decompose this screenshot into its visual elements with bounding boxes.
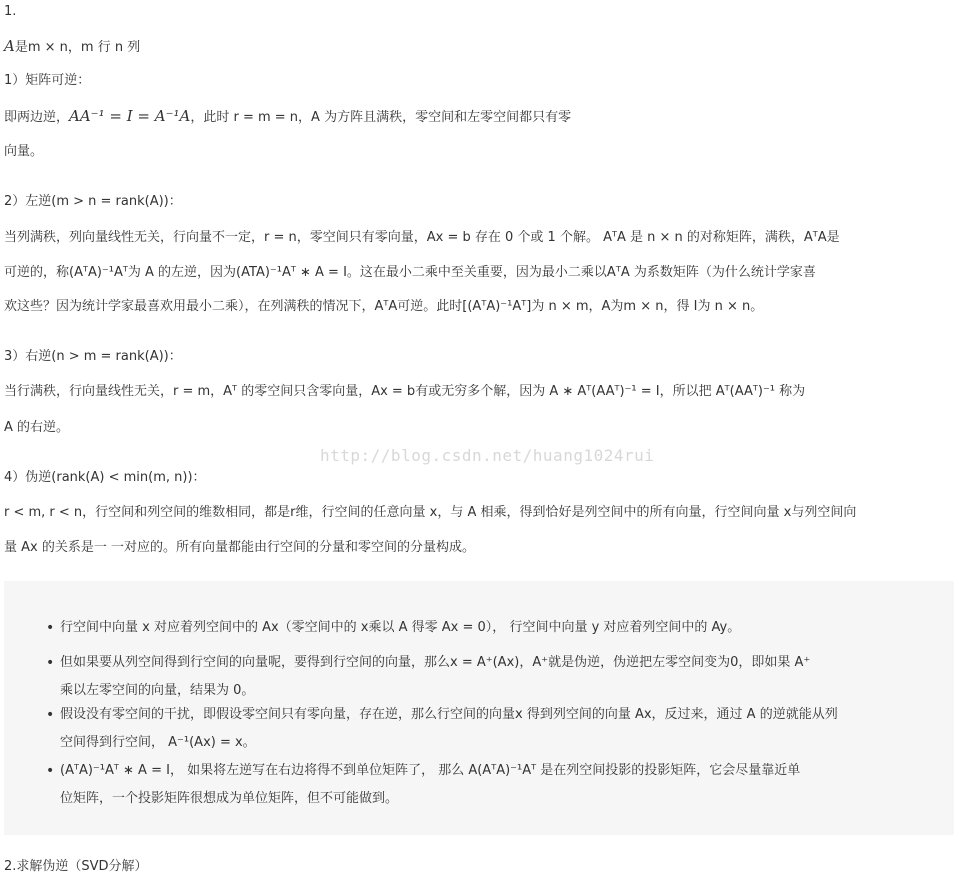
section-4-line-2: 量 Ax 的关系是一 一对应的。所有向量都能由行空间的分量和零空间的分量构成。 [4,540,475,555]
section-2-line-1: 当列满秩，列向量线性无关，行向量不一定，r = n，零空间只有零向量，Ax = b 存在 0 个或 1 个解。 AᵀA 是 n × n 的对称矩阵，满秩，AᵀA是 [4,230,840,245]
quote-bullet-4 [60,757,800,813]
watermark: http://blog.csdn.net/huang1024rui [320,446,655,465]
quote-bullet-3-line-1: • 假设没有零空间的干扰，即假设零空间只有零向量，存在逆，那么行空间的向量x 得到列空间的向量 Ax，反过来，通过 A 的逆就能从列 [60,707,838,722]
blockquote [4,581,954,835]
section-number-1: 1. [4,4,17,19]
definition-text: 是m × n，m 行 n 列 [14,40,141,55]
section-1-body [4,106,571,128]
section-4-line-1: r < m, r < n，行空间和列空间的维数相同，都是r维，行空间的任意向量 x，与 A 相乘，得到恰好是列空间中的所有向量，行空间向量 x与列空间向 [4,505,857,520]
section-number-2: 2.求解伪逆（SVD分解） [4,859,148,874]
section-1-text-b: ，此时 r = m = n，A 为方阵且满秩，零空间和左零空间都只有零 [190,110,572,125]
section-3-line-1: 当行满秩，行向量线性无关，r = m，Aᵀ 的零空间只含零向量，Ax = b有或无穷多个解，因为 A ∗ Aᵀ(AAᵀ)⁻¹ = I，所以把 Aᵀ(AAᵀ)⁻¹ 称为 [4,384,806,399]
quote-bullet-2 [60,649,810,705]
quote-bullet-4-line-1: • (AᵀA)⁻¹Aᵀ ∗ A = I， 如果将左逆写在右边将得不到单位矩阵了， 那么 A(AᵀA)⁻¹Aᵀ 是在列空间投影的投影矩阵，它会尽量靠近单 [60,763,801,778]
quote-bullet-3 [60,701,838,757]
section-1-text-a: 即两边逆， [4,110,70,125]
section-1-title: 1）矩阵可逆： [4,73,91,88]
quote-bullet-4-line-2: 位矩阵，一个投影矩阵很想成为单位矩阵，但不可能做到。 [60,791,399,806]
section-2-title: 2）左逆(m > n = rank(A))： [4,194,182,209]
section-3-title: 3）右逆(n > m = rank(A))： [4,349,182,364]
quote-bullet-3-line-2: 空间得到行空间， A⁻¹(Ax) = x。 [60,735,256,750]
section-2-line-2: 可逆的，称(AᵀA)⁻¹Aᵀ为 A 的左逆，因为(ATA)⁻¹Aᵀ ∗ A = I。这在最小二乘中至关重要，因为最小二乘以AᵀA 为系数矩阵（为什么统计学家喜 [4,265,816,280]
quote-bullet-1 [60,614,740,642]
section-2-line-3: 欢这些？因为统计学家最喜欢用最小二乘），在列满秩的情况下，AᵀA可逆。此时[(AᵀA)⁻¹Aᵀ]为 n × m，A为m × n，得 I为 n × n。 [4,299,764,314]
definition-line [4,36,140,58]
quote-bullet-2-line-1: • 但如果要从列空间得到行空间的向量呢，要得到行空间的向量，那么x = A⁺(Ax)，A⁺就是伪逆，伪逆把左零空间变为0，即如果 A⁺ [60,655,811,670]
section-1-body-cont: 向量。 [4,144,44,159]
section-3-line-2: A 的右逆。 [4,420,70,435]
quote-bullet-1-text: 行空间中向量 x 对应着列空间中的 Ax（零空间中的 x乘以 A 得零 Ax = 0）， 行空间中向量 y 对应着列空间中的 Ay。 [60,620,741,635]
quote-bullet-2-line-2: 乘以左零空间的向量，结果为 0。 [60,683,255,698]
section-1-formula: AA⁻¹ = I = A⁻¹A [69,107,191,125]
matrix-symbol: A [4,37,15,55]
section-4-title: 4）伪逆(rank(A) < min(m, n))： [4,470,206,485]
